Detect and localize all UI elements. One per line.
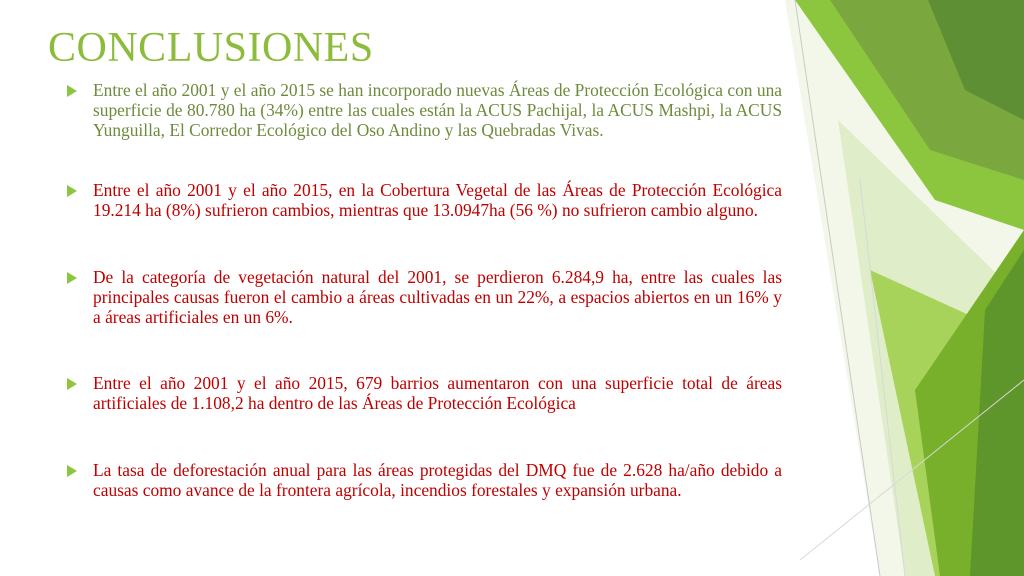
bullet-item [62, 267, 782, 327]
right-triangle-bullet-icon [67, 85, 77, 97]
bullet-spacer [62, 140, 782, 180]
bullet-item [62, 80, 782, 140]
bullet-spacer [62, 220, 782, 267]
bullet-list [62, 80, 782, 500]
bullet-text: Entre el año 2001 y el año 2015, 679 barrios aumentaron con una superficie total de áreas artificiales de 1.108,2 ha dentro de las Áreas de Protección Ecológica [93, 373, 782, 413]
bullet-item [62, 180, 782, 220]
bullet-item [62, 373, 782, 413]
slide-title: CONCLUSIONES [48, 25, 374, 71]
right-triangle-bullet-icon [67, 185, 77, 197]
bullet-text: La tasa de deforestación anual para las áreas protegidas del DMQ fue de 2.628 ha/año debido a causas como avance de la frontera agrícola, incendios forestales y expansión urbana. [93, 460, 782, 500]
right-triangle-bullet-icon [67, 272, 77, 284]
right-triangle-bullet-icon [67, 465, 77, 477]
bullet-text: Entre el año 2001 y el año 2015, en la Cobertura Vegetal de las Áreas de Protección Ecológica 19.214 ha (8%) sufrieron cambios, mientras que 13.0947ha (56 %) no sufrieron cambio alguno. [93, 180, 782, 220]
bullet-text: Entre el año 2001 y el año 2015 se han incorporado nuevas Áreas de Protección Ecológica con una superficie de 80.780 ha (34%) entre las cuales están la ACUS Pachijal, la ACUS Mashpi, la ACUS Yunguilla, El Corredor Ecológico del Oso Andino y las Quebradas Vivas. [93, 80, 782, 140]
right-triangle-bullet-icon [67, 378, 77, 390]
bullet-item [62, 460, 782, 500]
bullet-spacer [62, 327, 782, 373]
bullet-spacer [62, 413, 782, 460]
bullet-text: De la categoría de vegetación natural del 2001, se perdieron 6.284,9 ha, entre las cuales las principales causas fueron el cambio a áreas cultivadas en un 22%, a espacios abiertos en un 16% y a áreas artificiales en un 6%. [93, 267, 782, 327]
